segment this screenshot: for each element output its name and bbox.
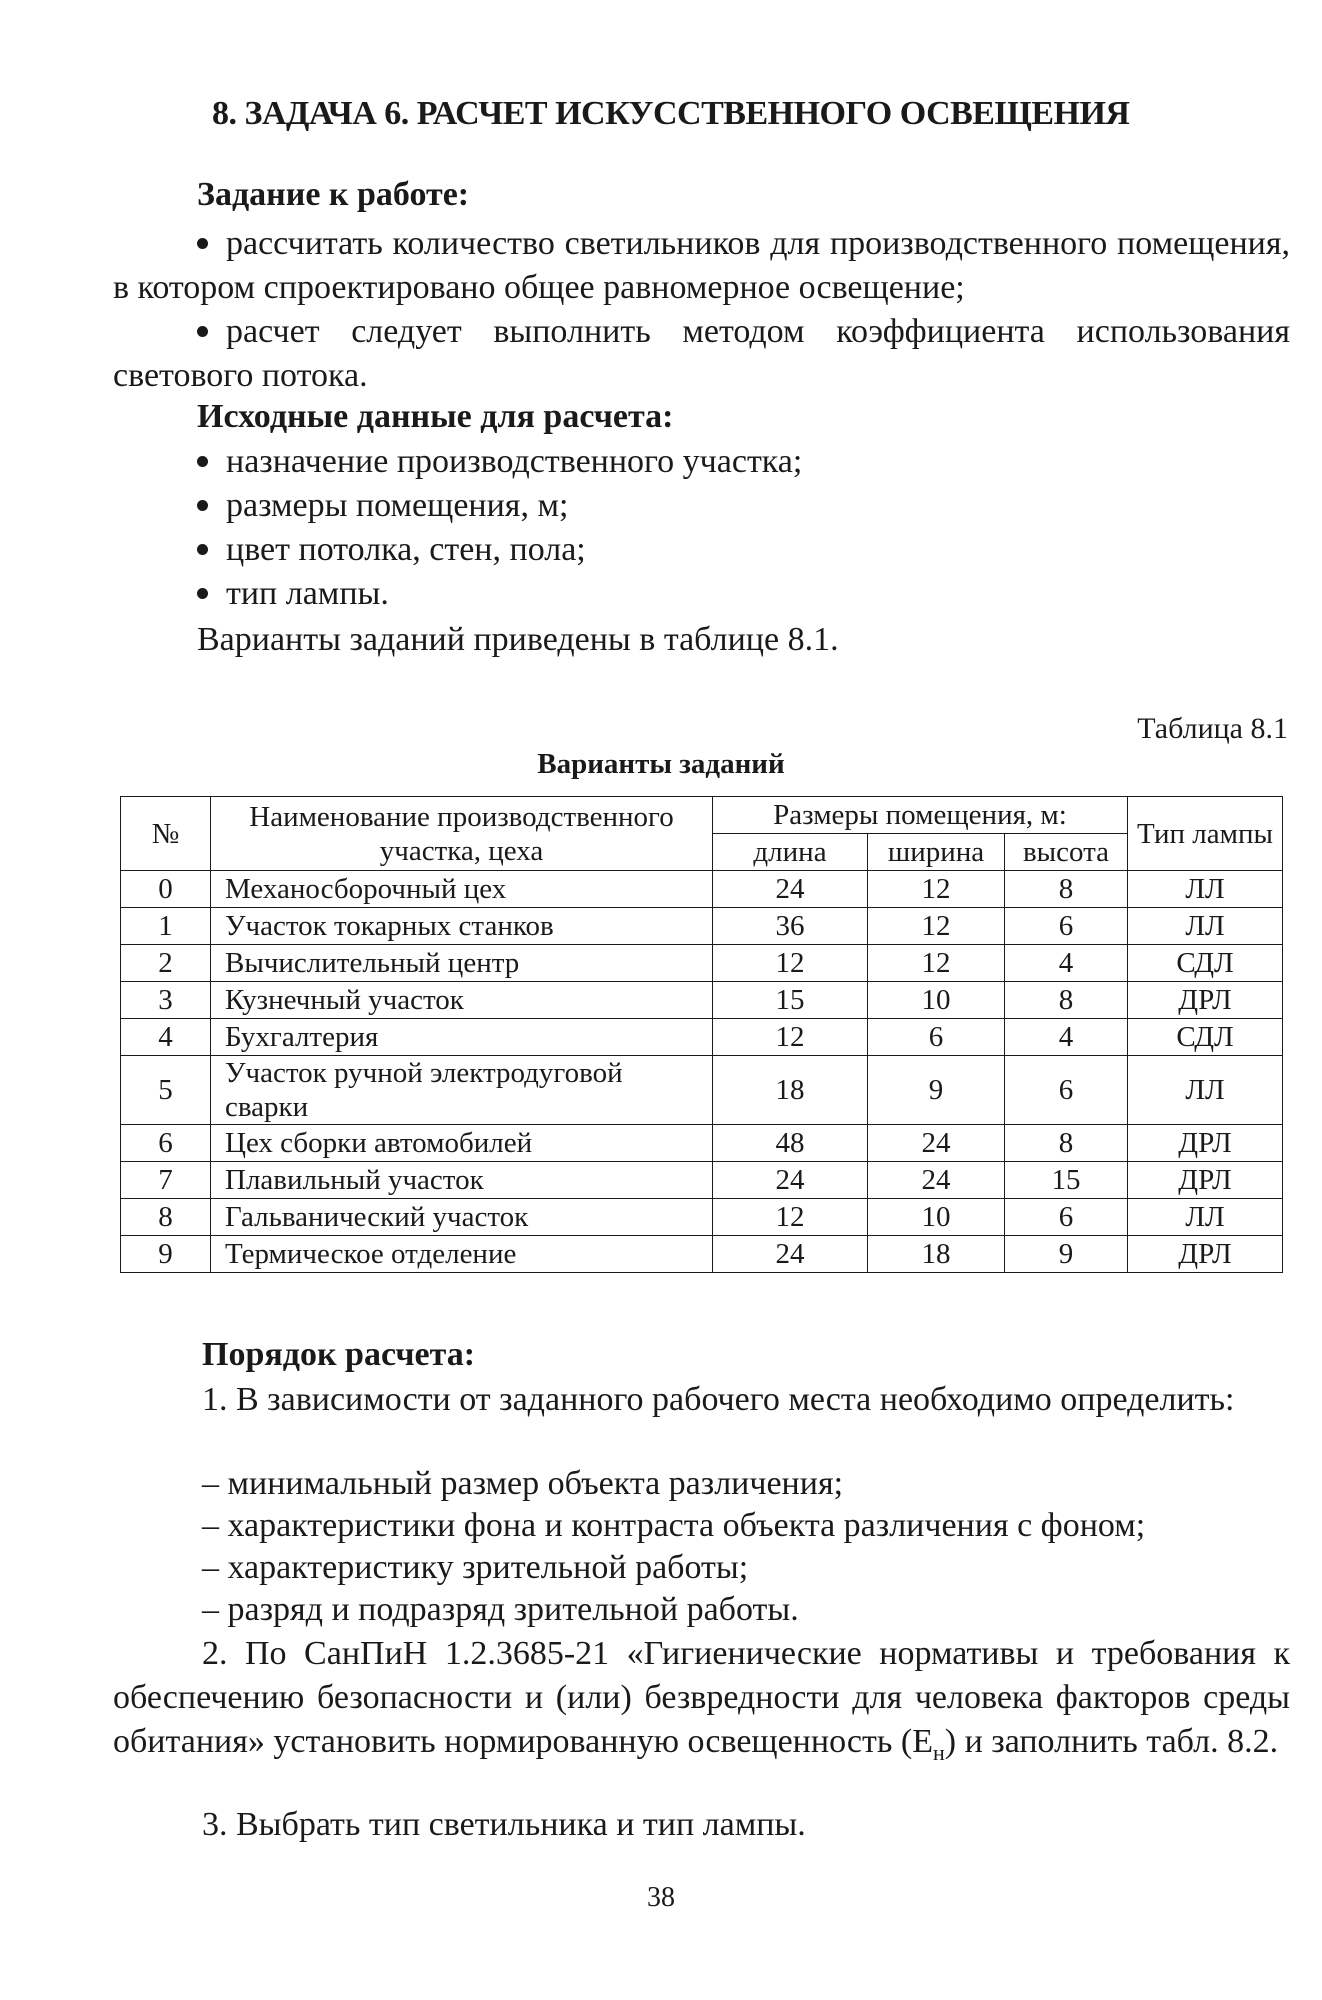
cell-height: 6 xyxy=(1005,908,1128,945)
header-width: ширина xyxy=(868,834,1005,871)
cell-lamp: СДЛ xyxy=(1128,945,1283,982)
variants-table xyxy=(120,796,1283,1273)
cell-lamp: ЛЛ xyxy=(1128,871,1283,908)
header-dims: Размеры помещения, м: xyxy=(713,797,1128,834)
cell-name: Гальванический участок xyxy=(211,1199,713,1236)
cell-width: 10 xyxy=(868,1199,1005,1236)
cell-name: Вычислительный центр xyxy=(211,945,713,982)
procedure-step-2 xyxy=(113,1632,1290,1775)
procedure-step-1: 1. В зависимости от заданного рабочего места необходимо определить: xyxy=(202,1381,1235,1418)
step-2-subscript: н xyxy=(932,1739,945,1765)
cell-lamp: ЛЛ xyxy=(1128,1199,1283,1236)
page-number: 38 xyxy=(647,1882,675,1913)
cell-width: 12 xyxy=(868,945,1005,982)
table-row xyxy=(121,1056,1283,1125)
cell-width: 6 xyxy=(868,1019,1005,1056)
page-title: 8. ЗАДАЧА 6. РАСЧЕТ ИСКУССТВЕННОГО ОСВЕЩЕНИЯ xyxy=(212,95,1130,132)
header-lamp: Тип лампы xyxy=(1128,797,1283,871)
cell-width: 12 xyxy=(868,871,1005,908)
bullet-icon xyxy=(197,544,208,555)
cell-height: 8 xyxy=(1005,1125,1128,1162)
table-row xyxy=(121,871,1283,908)
cell-width: 18 xyxy=(868,1236,1005,1273)
bullet-icon xyxy=(197,500,208,511)
cell-name: Кузнечный участок xyxy=(211,982,713,1019)
procedure-item-4: – разряд и подразряд зрительной работы. xyxy=(202,1591,799,1628)
cell-length: 36 xyxy=(713,908,868,945)
input-data-heading: Исходные данные для расчета: xyxy=(197,398,674,435)
header-name: Наименование производственного участка, цеха xyxy=(211,797,713,871)
cell-width: 12 xyxy=(868,908,1005,945)
cell-lamp: СДЛ xyxy=(1128,1019,1283,1056)
cell-width: 10 xyxy=(868,982,1005,1019)
cell-length: 24 xyxy=(713,1236,868,1273)
table-row xyxy=(121,1019,1283,1056)
input-bullet-2 xyxy=(197,487,568,525)
cell-width: 24 xyxy=(868,1162,1005,1199)
cell-num: 8 xyxy=(121,1199,211,1236)
bullet-icon xyxy=(197,456,208,467)
cell-length: 48 xyxy=(713,1125,868,1162)
input-bullet-4 xyxy=(197,575,389,613)
cell-lamp: ДРЛ xyxy=(1128,1236,1283,1273)
cell-lamp: ДРЛ xyxy=(1128,982,1283,1019)
cell-length: 18 xyxy=(713,1056,868,1125)
bullet-text: размеры помещения, м; xyxy=(226,487,569,524)
cell-num: 6 xyxy=(121,1125,211,1162)
table-row xyxy=(121,1199,1283,1236)
cell-num: 2 xyxy=(121,945,211,982)
cell-lamp: ЛЛ xyxy=(1128,908,1283,945)
cell-name: Термическое отделение xyxy=(211,1236,713,1273)
table-row xyxy=(121,1162,1283,1199)
cell-height: 9 xyxy=(1005,1236,1128,1273)
cell-height: 4 xyxy=(1005,945,1128,982)
procedure-step-3: 3. Выбрать тип светильника и тип лампы. xyxy=(202,1806,806,1843)
cell-height: 6 xyxy=(1005,1199,1128,1236)
cell-length: 24 xyxy=(713,871,868,908)
cell-lamp: ДРЛ xyxy=(1128,1162,1283,1199)
table-row xyxy=(121,908,1283,945)
cell-num: 3 xyxy=(121,982,211,1019)
cell-height: 8 xyxy=(1005,982,1128,1019)
table-body xyxy=(121,871,1283,1273)
bullet-icon xyxy=(197,238,208,249)
cell-length: 12 xyxy=(713,1199,868,1236)
cell-name: Механосборочный цех xyxy=(211,871,713,908)
input-bullet-3 xyxy=(197,531,586,569)
cell-name: Участок токарных станков xyxy=(211,908,713,945)
procedure-heading: Порядок расчета: xyxy=(202,1336,476,1373)
cell-height: 4 xyxy=(1005,1019,1128,1056)
bullet-text: тип лампы. xyxy=(226,575,389,612)
cell-num: 7 xyxy=(121,1162,211,1199)
cell-length: 12 xyxy=(713,1019,868,1056)
table-label: Таблица 8.1 xyxy=(1137,712,1288,745)
table-row xyxy=(121,945,1283,982)
bullet-text: цвет потолка, стен, пола; xyxy=(226,531,586,568)
table-reference-note: Варианты заданий приведены в таблице 8.1. xyxy=(197,621,839,658)
cell-num: 5 xyxy=(121,1056,211,1125)
table-header-row xyxy=(121,797,1283,834)
cell-height: 6 xyxy=(1005,1056,1128,1125)
procedure-item-3: – характеристику зрительной работы; xyxy=(202,1549,749,1586)
header-num: № xyxy=(121,797,211,871)
table-caption: Варианты заданий xyxy=(537,748,785,780)
cell-width: 24 xyxy=(868,1125,1005,1162)
cell-name: Цех сборки автомобилей xyxy=(211,1125,713,1162)
procedure-item-2: – характеристики фона и контраста объекта различения с фоном; xyxy=(202,1507,1146,1544)
cell-num: 9 xyxy=(121,1236,211,1273)
cell-name: Бухгалтерия xyxy=(211,1019,713,1056)
table-row xyxy=(121,982,1283,1019)
bullet-text: назначение производственного участка; xyxy=(226,443,803,480)
cell-width: 9 xyxy=(868,1056,1005,1125)
header-height: высота xyxy=(1005,834,1128,871)
cell-num: 0 xyxy=(121,871,211,908)
cell-length: 12 xyxy=(713,945,868,982)
cell-height: 8 xyxy=(1005,871,1128,908)
cell-name: Участок ручной электродуговой сварки xyxy=(211,1056,713,1125)
step-2-text-end: ) и заполнить табл. 8.2. xyxy=(944,1723,1279,1760)
cell-lamp: ДРЛ xyxy=(1128,1125,1283,1162)
table-row xyxy=(121,1125,1283,1162)
cell-length: 15 xyxy=(713,982,868,1019)
step-2-text: 2. По СанПиН 1.2.3685-21 «Гигиенические нормативы и требования к обеспечению безопасности и (или) безвредности для человека факторов среды обитания» установить нормированную освещенность (Е xyxy=(113,1635,1290,1760)
bullet-text: расчет следует выполнить методом коэффициента использования светового потока. xyxy=(113,313,1290,394)
cell-name: Плавильный участок xyxy=(211,1162,713,1199)
cell-num: 4 xyxy=(121,1019,211,1056)
procedure-item-1: – минимальный размер объекта различения; xyxy=(202,1465,844,1502)
cell-height: 15 xyxy=(1005,1162,1128,1199)
input-bullet-1 xyxy=(197,443,802,481)
bullet-icon xyxy=(197,588,208,599)
bullet-icon xyxy=(197,326,208,337)
assignment-bullet-2 xyxy=(113,310,1290,398)
table-row xyxy=(121,1236,1283,1273)
cell-length: 24 xyxy=(713,1162,868,1199)
bullet-text: рассчитать количество светильников для производственного помещения, в котором спроектировано общее равномерное освещение; xyxy=(113,225,1290,306)
assignment-bullet-1 xyxy=(113,222,1290,310)
cell-num: 1 xyxy=(121,908,211,945)
header-length: длина xyxy=(713,834,868,871)
assignment-heading: Задание к работе: xyxy=(197,176,470,213)
cell-lamp: ЛЛ xyxy=(1128,1056,1283,1125)
